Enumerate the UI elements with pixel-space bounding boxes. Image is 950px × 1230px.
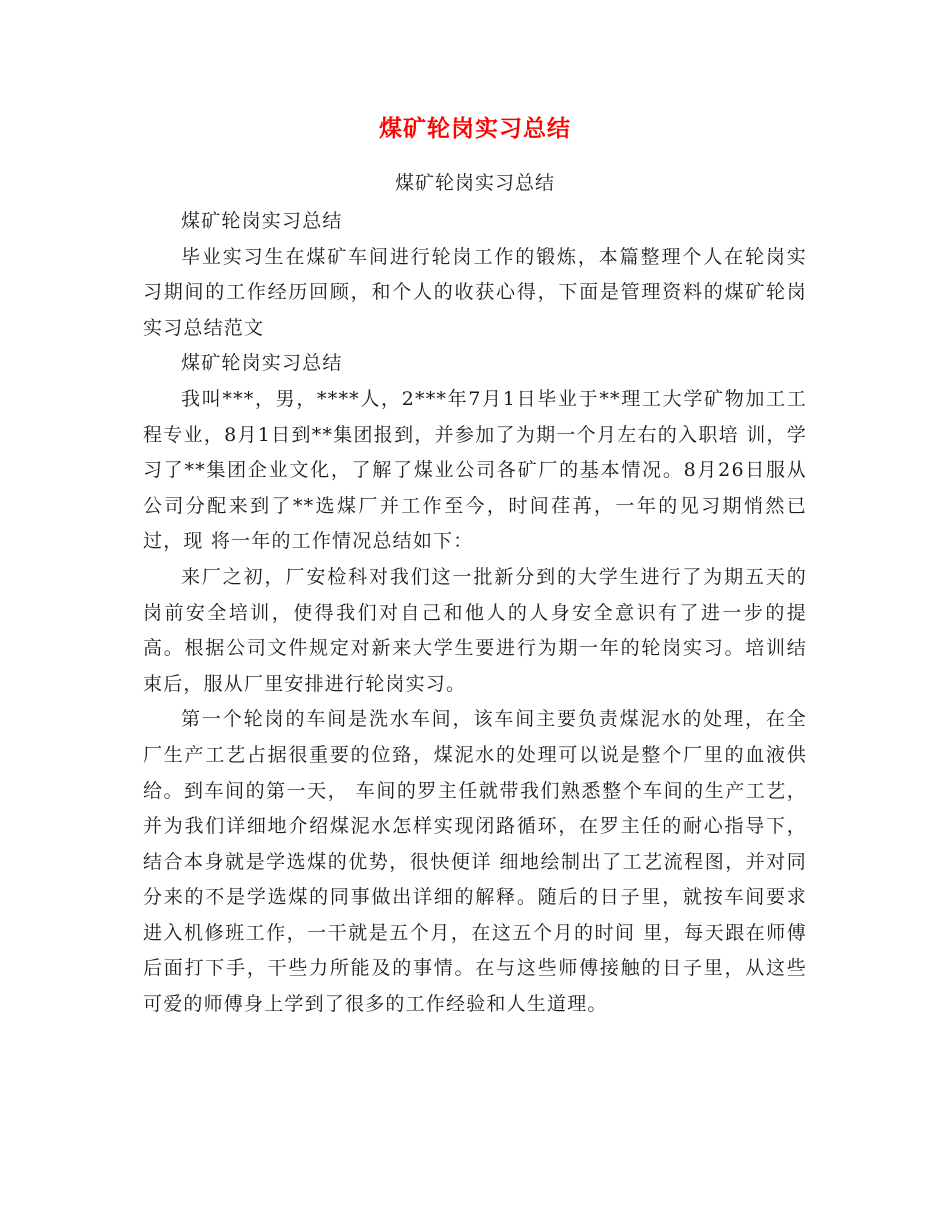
document-body bbox=[143, 204, 807, 1023]
section-heading: 煤矿轮岗实习总结 bbox=[181, 210, 343, 232]
document-title: 煤矿轮岗实习总结 bbox=[379, 115, 571, 142]
body-paragraph: 我叫***，男，****人，2***年7月1日毕业于**理工大学矿物加工工程专业，8月1日到**集团报到，并参加了为期一个月左右的入职培 训，学习了**集团企业文化，了解了煤业公司各矿厂的基本情况。8月26日服从公司分配来到了**选煤厂并工作至今，时间荏苒，一年的见习期悄然已过，现 将一年的工作情况总结如下： bbox=[143, 387, 807, 553]
document-subtitle: 煤矿轮岗实习总结 bbox=[394, 172, 555, 194]
body-paragraph: 第一个轮岗的车间是洗水车间，该车间主要负责煤泥水的处理，在全厂生产工艺占据很重要的位臵，煤泥水的处理可以说是整个厂里的血液供给。到车间的第一天， 车间的罗主任就带我们熟悉整个车间的生产工艺，并为我们详细地介绍煤泥水怎样实现闭路循环，在罗主任的耐心指导下，结合本身就是学选煤的优势，很快便详 细地绘制出了工艺流程图，并对同分来的不是学选煤的同事做出详细的解释。随后的日子里，就按车间要求进入机修班工作，一干就是五个月，在这五个月的时间 里，每天跟在师傅后面打下手，干些力所能及的事情。在与这些师傅接触的日子里，从这些可爱的师傅身上学到了很多的工作经验和人生道理。 bbox=[143, 708, 807, 1016]
intro-paragraph: 毕业实习生在煤矿车间进行轮岗工作的锻炼，本篇整理个人在轮岗实习期间的工作经历回顾，和个人的收获心得，下面是管理资料的煤矿轮岗实习总结范文 bbox=[143, 245, 807, 339]
body-paragraph: 来厂之初，厂安检科对我们这一批新分到的大学生进行了为期五天的岗前安全培训，使得我们对自己和他人的人身安全意识有了进一步的提高。根据公司文件规定对新来大学生要进行为期一年的轮岗实习。培训结束后，服从厂里安排进行轮岗实习。 bbox=[143, 565, 807, 695]
section-heading: 煤矿轮岗实习总结 bbox=[181, 352, 343, 375]
